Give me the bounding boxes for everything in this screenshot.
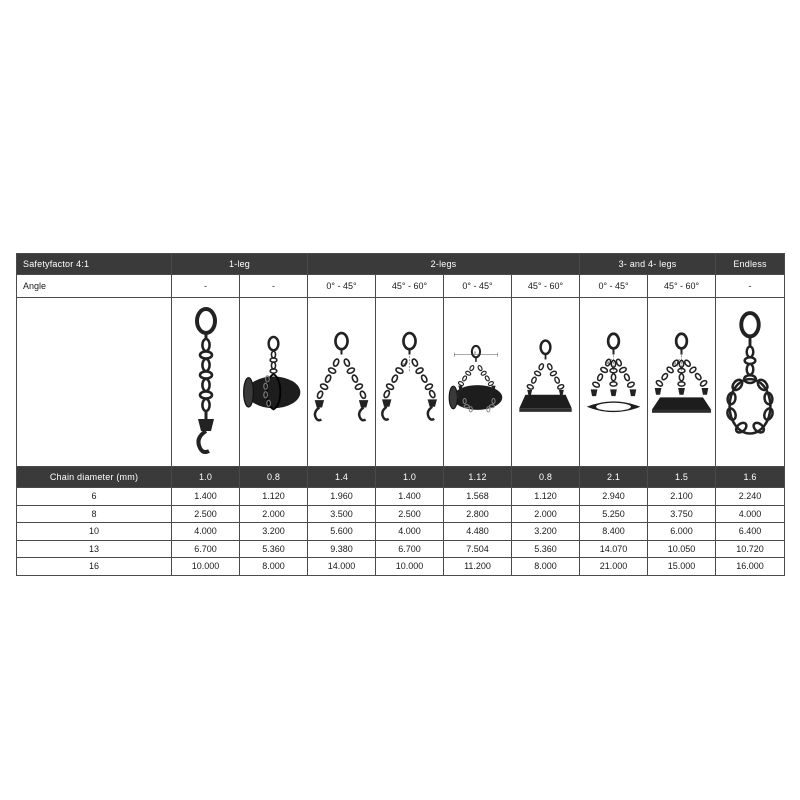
header-group-3-4-legs: 3- and 4- legs: [580, 254, 716, 275]
diagram-cell-1-leg-choker: [240, 298, 308, 467]
table-header-row: [17, 254, 785, 275]
row-diameter: 13: [17, 540, 172, 558]
angle-value-6: 45° - 60°: [512, 275, 580, 298]
table-row: [17, 505, 785, 523]
diagram-cell-2-legs-load-angle: [512, 298, 580, 467]
svg-text:a: a: [606, 359, 610, 365]
table-row: [17, 488, 785, 506]
angle-value-5: 0° - 45°: [444, 275, 512, 298]
row-diameter: 6: [17, 488, 172, 506]
cell-value: 8.000: [240, 558, 308, 576]
cell-value: 6.700: [172, 540, 240, 558]
cell-value: 1.400: [172, 488, 240, 506]
cell-value: 2.940: [580, 488, 648, 506]
cell-value: 5.250: [580, 505, 648, 523]
factor-label: Chain diameter (mm): [17, 467, 172, 488]
svg-text:a: a: [673, 360, 677, 366]
angle-value-1: -: [172, 275, 240, 298]
table-factor-row: [17, 467, 785, 488]
cell-value: 3.750: [648, 505, 716, 523]
cell-value: 1.120: [240, 488, 308, 506]
header-group-1-leg: 1-leg: [172, 254, 308, 275]
cell-value: 6.400: [716, 523, 785, 541]
cell-value: 4.000: [376, 523, 444, 541]
load-chart-table: [16, 253, 785, 576]
chain-sling-3-4-legs-icon: [580, 307, 647, 457]
angle-value-9: -: [716, 275, 785, 298]
table-diagram-row: [17, 298, 785, 467]
chain-sling-2-legs-angle-icon: [376, 307, 443, 457]
cell-value: 2.800: [444, 505, 512, 523]
cell-value: 10.000: [376, 558, 444, 576]
factor-value-8: 1.5: [648, 467, 716, 488]
load-chart-table-wrapper: [16, 253, 784, 576]
cell-value: 2.500: [172, 505, 240, 523]
cell-value: 2.000: [512, 505, 580, 523]
cell-value: 21.000: [580, 558, 648, 576]
cell-value: 10.000: [172, 558, 240, 576]
cell-value: 3.200: [240, 523, 308, 541]
header-group-endless: Endless: [716, 254, 785, 275]
diagram-cell-3-4-legs-angle: [648, 298, 716, 467]
row-diameter: 10: [17, 523, 172, 541]
chain-sling-2-legs-load-angle-icon: [512, 307, 579, 457]
angle-value-4: 45° - 60°: [376, 275, 444, 298]
factor-value-3: 1.4: [308, 467, 376, 488]
table-row: [17, 558, 785, 576]
cell-value: 5.360: [512, 540, 580, 558]
diagram-empty-cell: [17, 298, 172, 467]
header-safetyfactor: Safetyfactor 4:1: [17, 254, 172, 275]
cell-value: 3.500: [308, 505, 376, 523]
diagram-cell-2-legs-load: [444, 298, 512, 467]
cell-value: 5.360: [240, 540, 308, 558]
cell-value: 16.000: [716, 558, 785, 576]
angle-value-8: 45° - 60°: [648, 275, 716, 298]
table-row: [17, 540, 785, 558]
cell-value: 14.000: [308, 558, 376, 576]
cell-value: 11.200: [444, 558, 512, 576]
chain-sling-2-legs-load-icon: [444, 307, 511, 457]
chain-sling-1-leg-icon: [176, 307, 236, 457]
cell-value: 1.960: [308, 488, 376, 506]
cell-value: 6.700: [376, 540, 444, 558]
cell-value: 4.000: [716, 505, 785, 523]
svg-text:a: a: [402, 361, 405, 367]
chain-sling-3-4-legs-angle-icon: [648, 307, 715, 457]
cell-value: 4.000: [172, 523, 240, 541]
diagram-cell-3-4-legs: [580, 298, 648, 467]
cell-value: 9.380: [308, 540, 376, 558]
cell-value: 2.000: [240, 505, 308, 523]
svg-text:a: a: [473, 350, 476, 355]
chain-sling-2-legs-icon: [308, 307, 375, 457]
diagram-cell-1-leg: [172, 298, 240, 467]
cell-value: 15.000: [648, 558, 716, 576]
angle-value-2: -: [240, 275, 308, 298]
diagram-cell-2-legs-angle: [376, 298, 444, 467]
chain-sling-1-leg-choker-icon: [240, 307, 307, 457]
cell-value: 5.600: [308, 523, 376, 541]
cell-value: 10.720: [716, 540, 785, 558]
cell-value: 1.568: [444, 488, 512, 506]
row-diameter: 8: [17, 505, 172, 523]
factor-value-2: 0.8: [240, 467, 308, 488]
header-group-2-legs: 2-legs: [308, 254, 580, 275]
table-angle-row: [17, 275, 785, 298]
cell-value: 2.100: [648, 488, 716, 506]
row-diameter: 16: [17, 558, 172, 576]
factor-value-4: 1.0: [376, 467, 444, 488]
angle-label: Angle: [17, 275, 172, 298]
cell-value: 2.500: [376, 505, 444, 523]
factor-value-1: 1.0: [172, 467, 240, 488]
cell-value: 2.240: [716, 488, 785, 506]
cell-value: 8.400: [580, 523, 648, 541]
chain-sling-endless-icon: [716, 307, 784, 457]
cell-value: 8.000: [512, 558, 580, 576]
angle-value-3: 0° - 45°: [308, 275, 376, 298]
cell-value: 4.480: [444, 523, 512, 541]
cell-value: 6.000: [648, 523, 716, 541]
cell-value: 3.200: [512, 523, 580, 541]
cell-value: 7.504: [444, 540, 512, 558]
cell-value: 10.050: [648, 540, 716, 558]
cell-value: 1.120: [512, 488, 580, 506]
angle-value-7: 0° - 45°: [580, 275, 648, 298]
factor-value-9: 1.6: [716, 467, 785, 488]
factor-value-7: 2.1: [580, 467, 648, 488]
cell-value: 14.070: [580, 540, 648, 558]
diagram-cell-endless: [716, 298, 785, 467]
factor-value-5: 1.12: [444, 467, 512, 488]
factor-value-6: 0.8: [512, 467, 580, 488]
diagram-cell-2-legs: [308, 298, 376, 467]
table-row: [17, 523, 785, 541]
cell-value: 1.400: [376, 488, 444, 506]
